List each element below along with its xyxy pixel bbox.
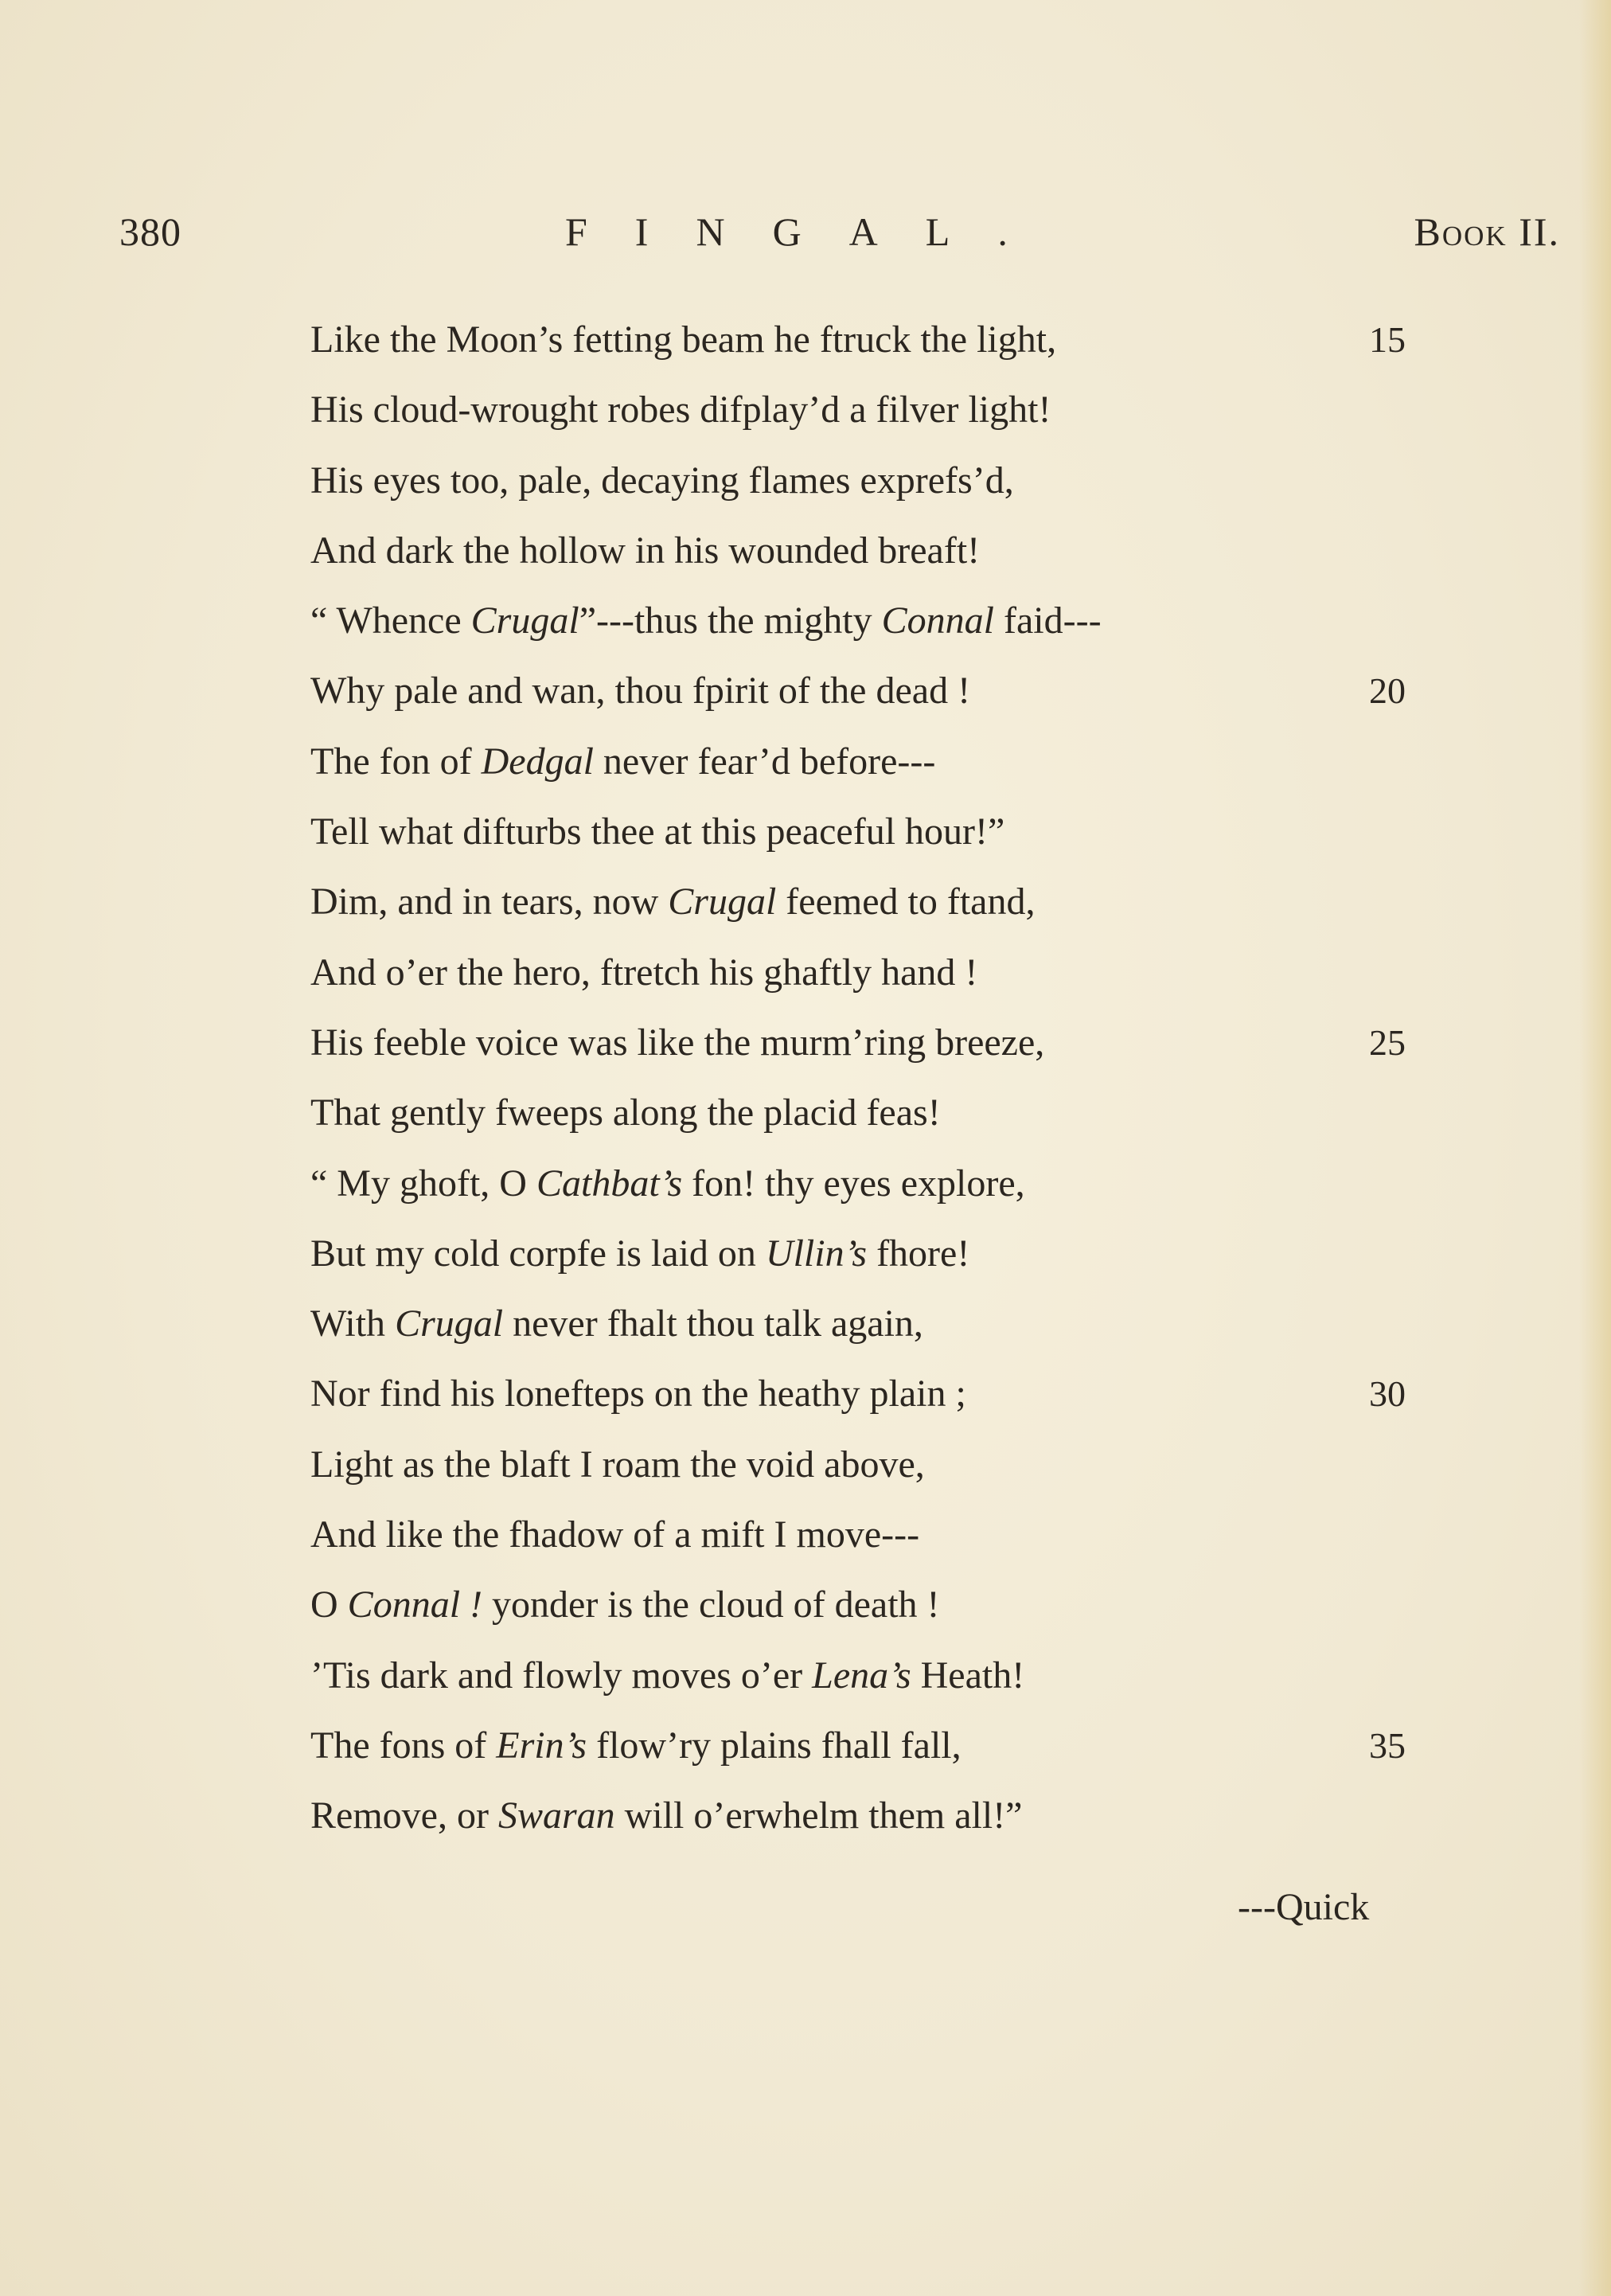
book-label: Book II. xyxy=(1414,209,1560,254)
verse-line: O Connal ! yonder is the cloud of death ! xyxy=(310,1583,940,1626)
verse-line: Why pale and wan, thou fpirit of the dead ! 20 xyxy=(310,656,1465,726)
page-number: 380 xyxy=(119,209,181,254)
verse-line: And like the fhadow of a mift I move--- xyxy=(310,1513,920,1556)
verse-line: Remove, or Swaran will o’erwhelm them all!” xyxy=(310,1794,1023,1837)
page-edge-shading xyxy=(1579,0,1611,2296)
line-number: 35 xyxy=(1369,1724,1406,1766)
line-number: 30 xyxy=(1369,1373,1406,1415)
verse-line: Tell what difturbs thee at this peaceful hour!” xyxy=(310,810,1005,853)
verse-line: His feeble voice was like the murm’ring breeze, 25 xyxy=(310,1008,1465,1078)
verse-line: His eyes too, pale, decaying flames exprefs’d, xyxy=(310,459,1014,502)
verse-line: Dim, and in tears, now Crugal feemed to ftand, xyxy=(310,881,1036,923)
running-title: FINGAL. xyxy=(565,209,1055,254)
verse-line: “ Whence Crugal”---thus the mighty Connal faid--- xyxy=(310,599,1102,642)
verse-line: And o’er the hero, ftretch his ghaftly hand ! xyxy=(310,951,978,994)
line-number: 25 xyxy=(1369,1021,1406,1063)
verse-line: Like the Moon’s fetting beam he ftruck the light, 15 xyxy=(310,305,1465,375)
verse-line: Light as the blaft I roam the void above, xyxy=(310,1443,925,1486)
poem-text xyxy=(310,305,1465,1852)
verse-line: And dark the hollow in his wounded breaft! xyxy=(310,529,981,572)
verse-line: ’Tis dark and flowly moves o’er Lena’s Heath! xyxy=(310,1654,1025,1697)
verse-line: “ My ghoft, O Cathbat’s fon! thy eyes explore, xyxy=(310,1162,1025,1205)
line-number: 20 xyxy=(1369,670,1406,712)
running-header xyxy=(119,209,1560,264)
catchword: ---Quick xyxy=(1238,1886,1370,1928)
verse-line: Nor find his lonefteps on the heathy plain ; 30 xyxy=(310,1359,1465,1429)
verse-line: His cloud-wrought robes difplay’d a filver light! xyxy=(310,389,1051,431)
verse-line: The fon of Dedgal never fear’d before--- xyxy=(310,740,936,783)
verse-line: But my cold corpfe is laid on Ullin’s fhore! xyxy=(310,1232,970,1275)
verse-line: That gently fweeps along the placid feas! xyxy=(310,1091,941,1134)
verse-line: The fons of Erin’s flow’ry plains fhall fall, 35 xyxy=(310,1711,1465,1781)
line-number: 15 xyxy=(1369,319,1406,360)
verse-line: With Crugal never fhalt thou talk again, xyxy=(310,1302,923,1345)
